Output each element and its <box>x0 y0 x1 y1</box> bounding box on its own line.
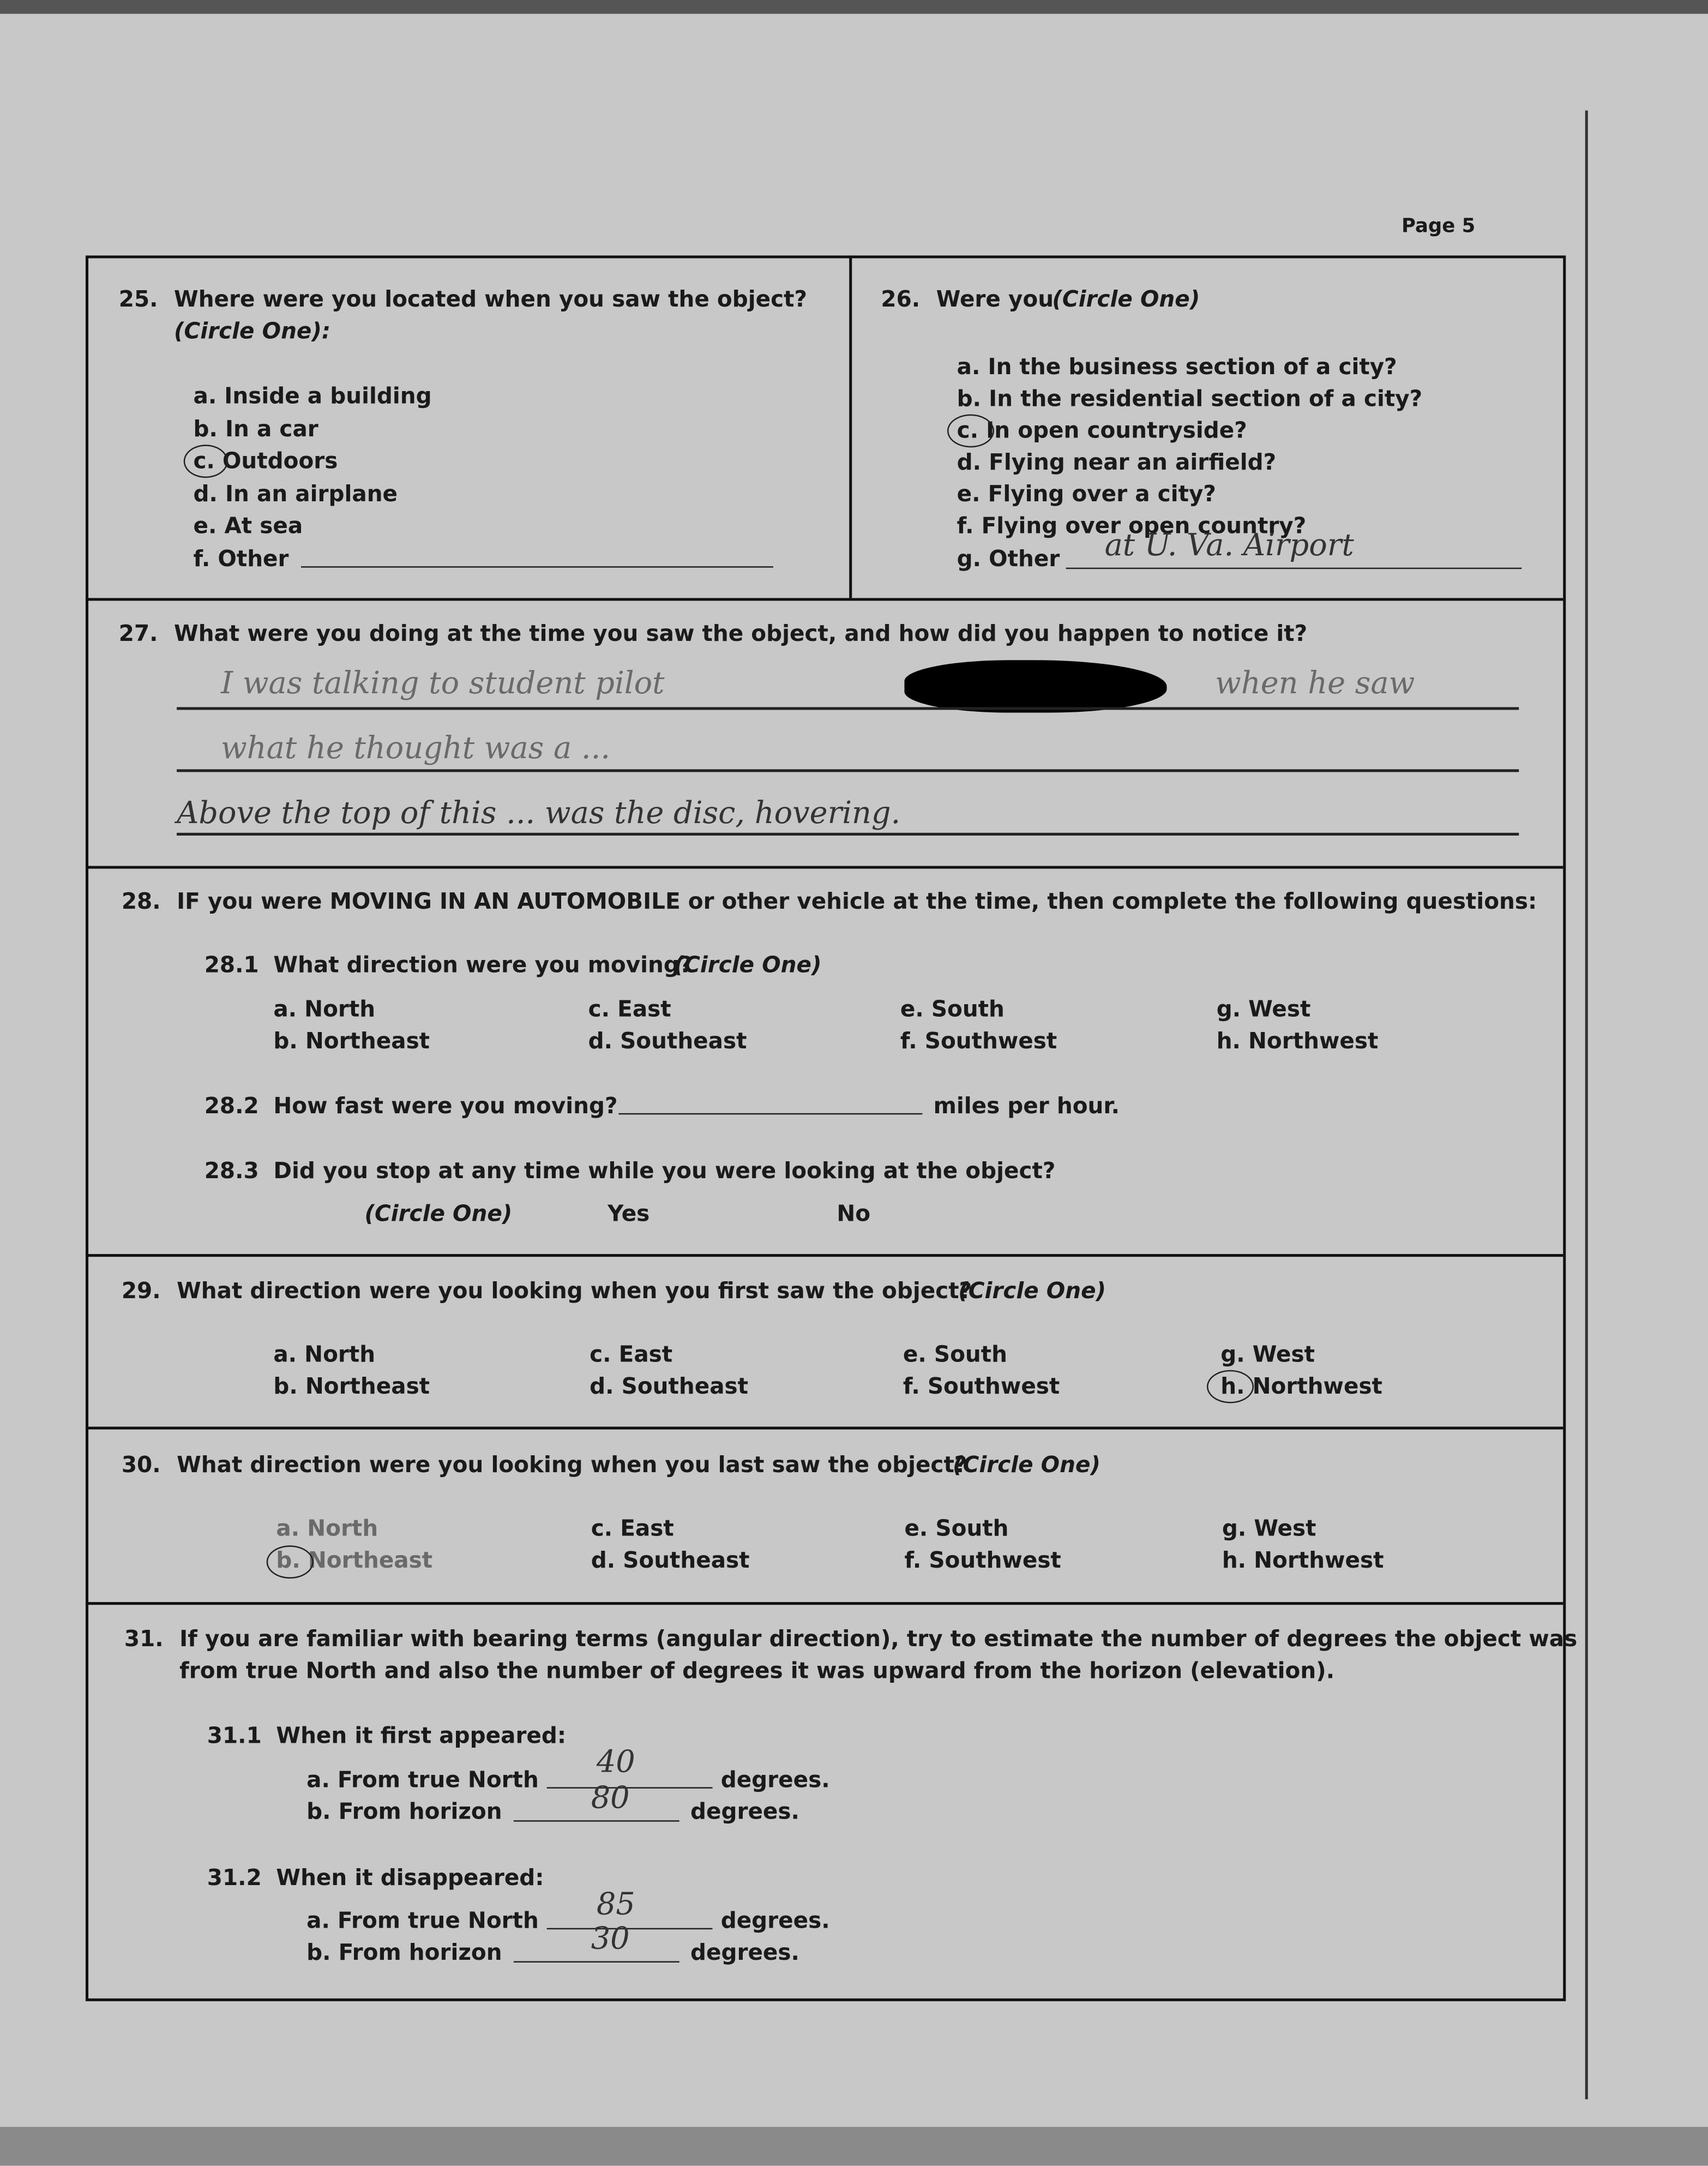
q-number: 28. <box>121 888 161 915</box>
option-d[interactable]: d. Southeast <box>590 1372 749 1399</box>
option-d[interactable]: d. In an airplane <box>193 481 398 507</box>
field-label: a. From true North <box>306 1766 539 1793</box>
q-instruction: (Circle One): <box>174 317 331 344</box>
option-f[interactable]: f. Flying over open country? <box>957 512 1307 539</box>
option-b[interactable]: b. In a car <box>193 416 318 442</box>
option-a[interactable]: a. North <box>276 1515 378 1541</box>
unit-label: degrees. <box>720 1907 830 1934</box>
option-f[interactable]: f. Southwest <box>903 1372 1060 1399</box>
last-horizon-value[interactable]: 30 <box>591 1922 630 1957</box>
other-field <box>1066 568 1522 569</box>
option-d[interactable]: d. Southeast <box>591 1546 750 1573</box>
q-instruction: (Circle One) <box>953 1451 1100 1478</box>
q-text: Did you stop at any time while you were looking at the object? <box>273 1157 1056 1184</box>
answer-line-2[interactable]: what he thought was a ... <box>221 731 611 767</box>
option-e[interactable]: e. Flying over a city? <box>957 481 1216 507</box>
divider <box>86 1427 1563 1430</box>
page-number: Page 5 <box>1401 215 1476 238</box>
first-north-value[interactable]: 40 <box>596 1745 635 1780</box>
option-c[interactable]: c. East <box>590 1341 673 1367</box>
option-a[interactable]: a. North <box>273 1341 376 1367</box>
first-horizon-value[interactable]: 80 <box>591 1781 630 1816</box>
other-field[interactable] <box>301 566 773 568</box>
option-d[interactable]: d. Flying near an airfield? <box>957 448 1277 476</box>
circle-mark <box>267 1545 314 1579</box>
option-f[interactable]: f. Southwest <box>904 1546 1061 1573</box>
option-b[interactable]: b. Northeast <box>276 1546 433 1573</box>
q-text: Where were you located when you saw the object? <box>174 286 807 313</box>
q-text: IF you were MOVING IN AN AUTOMOBILE or other vehicle at the time, then complete the following questions: <box>177 888 1537 915</box>
circle-mark <box>947 415 994 448</box>
q-text: Were you <box>936 286 1054 313</box>
option-b[interactable]: b. Northeast <box>273 1372 430 1399</box>
option-a[interactable]: a. North <box>273 995 376 1022</box>
q-text: When it disappeared: <box>276 1864 544 1891</box>
q-number: 28.2 <box>204 1092 259 1119</box>
q-number: 30. <box>121 1451 161 1478</box>
answer-line-3[interactable]: Above the top of this ... was the disc, hovering. <box>177 796 901 832</box>
q-number: 29. <box>121 1277 161 1304</box>
q-number: 25. <box>118 286 158 313</box>
page-edge <box>1585 111 1588 2099</box>
answer-rule <box>177 833 1519 836</box>
option-e[interactable]: e. South <box>900 995 1005 1022</box>
divider <box>86 1602 1563 1605</box>
answer-rule <box>177 769 1519 772</box>
q-text: If you are familiar with bearing terms (angular direction), try to estimate the number of degrees the object was <box>179 1625 1578 1652</box>
field-rule <box>514 1961 679 1963</box>
option-a[interactable]: a. Inside a building <box>193 382 432 409</box>
q-instruction: (Circle One) <box>364 1200 513 1227</box>
option-d[interactable]: d. Southeast <box>588 1027 747 1054</box>
answer-line-1b[interactable]: when he saw <box>1215 667 1415 702</box>
option-h[interactable]: h. Northwest <box>1222 1546 1384 1573</box>
option-e[interactable]: e. At sea <box>193 512 303 539</box>
option-f[interactable]: f. Other <box>193 545 289 572</box>
option-no[interactable]: No <box>837 1200 871 1227</box>
scan-edge-bottom <box>0 2127 1708 2165</box>
option-e[interactable]: e. South <box>903 1341 1007 1367</box>
last-north-value[interactable]: 85 <box>596 1888 635 1923</box>
q-number: 31.1 <box>207 1722 262 1749</box>
q-instruction: (Circle One) <box>958 1277 1106 1304</box>
field-label: b. From horizon <box>306 1939 502 1966</box>
field-rule <box>514 1820 679 1822</box>
circle-mark <box>1207 1370 1254 1403</box>
redaction <box>904 660 1166 712</box>
answer-line-1[interactable]: I was talking to student pilot <box>221 667 665 702</box>
q-text: from true North and also the number of degrees it was upward from the horizon (elevation). <box>179 1657 1335 1684</box>
q-number: 27. <box>118 620 158 646</box>
unit-label: degrees. <box>720 1766 830 1793</box>
q-instruction: (Circle One) <box>1052 286 1200 313</box>
option-yes[interactable]: Yes <box>608 1200 650 1227</box>
option-c[interactable]: c. Outdoors <box>193 447 338 474</box>
q-text: What direction were you looking when you first saw the object? <box>177 1277 972 1304</box>
option-c[interactable]: c. East <box>591 1515 674 1541</box>
circle-mark <box>184 445 228 478</box>
option-h[interactable]: h. Northwest <box>1220 1372 1382 1399</box>
option-e[interactable]: e. South <box>904 1515 1009 1541</box>
q-text: What were you doing at the time you saw the object, and how did you happen to notice it? <box>174 620 1308 646</box>
q-number: 31. <box>124 1625 164 1652</box>
divider <box>86 866 1563 869</box>
option-g[interactable]: g. West <box>1216 995 1311 1022</box>
option-a[interactable]: a. In the business section of a city? <box>957 353 1397 380</box>
answer-rule <box>177 707 1519 710</box>
option-f[interactable]: f. Southwest <box>900 1027 1057 1054</box>
unit-label: degrees. <box>690 1939 799 1966</box>
divider <box>849 255 852 598</box>
option-b[interactable]: b. Northeast <box>273 1027 430 1054</box>
q-text: What direction were you looking when you last saw the object? <box>177 1451 967 1478</box>
divider <box>86 1254 1563 1257</box>
option-g[interactable]: g. West <box>1222 1515 1316 1541</box>
option-b[interactable]: b. In the residential section of a city? <box>957 385 1423 412</box>
option-h[interactable]: h. Northwest <box>1216 1027 1379 1054</box>
option-c[interactable]: c. East <box>588 995 671 1022</box>
field-label: a. From true North <box>306 1907 539 1934</box>
q-number: 28.3 <box>204 1157 259 1184</box>
q-number: 26. <box>881 286 921 313</box>
q-number: 28.1 <box>204 951 259 978</box>
divider <box>86 598 1563 601</box>
speed-field[interactable] <box>618 1113 922 1115</box>
scan-edge-top <box>0 0 1708 14</box>
unit-label: miles per hour. <box>933 1092 1120 1119</box>
q-text: How fast were you moving? <box>273 1092 618 1119</box>
option-g[interactable]: g. West <box>1220 1341 1315 1367</box>
q-instruction: (Circle One) <box>673 951 822 978</box>
option-c[interactable]: c. In open countryside? <box>957 417 1247 443</box>
q-text: When it first appeared: <box>276 1722 567 1749</box>
unit-label: degrees. <box>690 1798 799 1825</box>
option-g[interactable]: g. Other <box>957 545 1060 572</box>
q-number: 31.2 <box>207 1864 262 1891</box>
other-answer-handwritten[interactable]: at U. Va. Airport <box>1104 529 1354 564</box>
field-label: b. From horizon <box>306 1798 502 1825</box>
q-text: What direction were you moving? <box>273 951 693 978</box>
